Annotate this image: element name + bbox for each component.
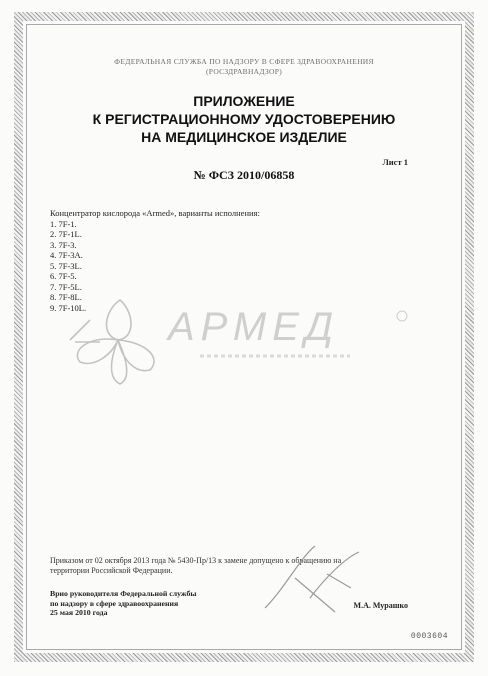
variant-item: 3. 7F-3. xyxy=(50,239,77,250)
variant-item: 5. 7F-3L. xyxy=(50,260,82,271)
registered-mark-icon xyxy=(397,311,407,321)
title-line-2: К РЕГИСТРАЦИОННОМУ УДОСТОВЕРЕНИЮ xyxy=(92,111,396,127)
logo-wordmark: АРМЕД xyxy=(168,305,340,349)
agency-name: ФЕДЕРАЛЬНАЯ СЛУЖБА ПО НАДЗОРУ В СФЕРЕ ЗДРАВООХРАНЕНИЯ xyxy=(114,57,374,66)
variant-item: 8. 7F-8L. xyxy=(50,292,82,302)
armed-logo-watermark xyxy=(50,280,430,390)
variant-item: 2. 7F-1L. xyxy=(50,229,82,239)
signer-name: М.А. Мурашко xyxy=(353,601,408,610)
device-intro: Концентратор кислорода «Armed», варианты исполнения: xyxy=(50,208,260,218)
title-line-3: НА МЕДИЦИНСКОЕ ИЗДЕЛИЕ xyxy=(141,129,347,145)
signer-position-1: Врио руководителя Федеральной службы xyxy=(50,589,197,598)
variant-item: 9. 7F-10L. xyxy=(50,302,87,313)
flower-emblem-icon xyxy=(70,300,154,384)
registration-number: № ФСЗ 2010/06858 xyxy=(193,168,295,182)
variant-item: 1. 7F-1. xyxy=(50,218,77,229)
variant-item: 4. 7F-3A. xyxy=(50,250,83,260)
agency-header xyxy=(40,57,448,77)
title-line-1: ПРИЛОЖЕНИЕ xyxy=(193,93,295,109)
order-line-2: территории Российской Федерации. xyxy=(50,566,173,575)
signer-block xyxy=(50,589,270,618)
document-title xyxy=(40,92,448,146)
agency-short-name: (РОСЗДРАВНАДЗОР) xyxy=(205,67,283,76)
variant-item: 6. 7F-5. xyxy=(50,271,77,281)
serial-number: 0003604 xyxy=(410,632,448,641)
signer-position-2: по надзору в сфере здравоохранения xyxy=(50,598,179,608)
order-line-1: Приказом от 02 октября 2013 года № 5430-Пр/13 к замене допущено к обращению на xyxy=(50,556,342,565)
sheet-label: Лист 1 xyxy=(382,157,408,167)
variant-item: 7. 7F-5L. xyxy=(50,281,82,292)
signature-date: 25 мая 2010 года xyxy=(50,608,108,618)
